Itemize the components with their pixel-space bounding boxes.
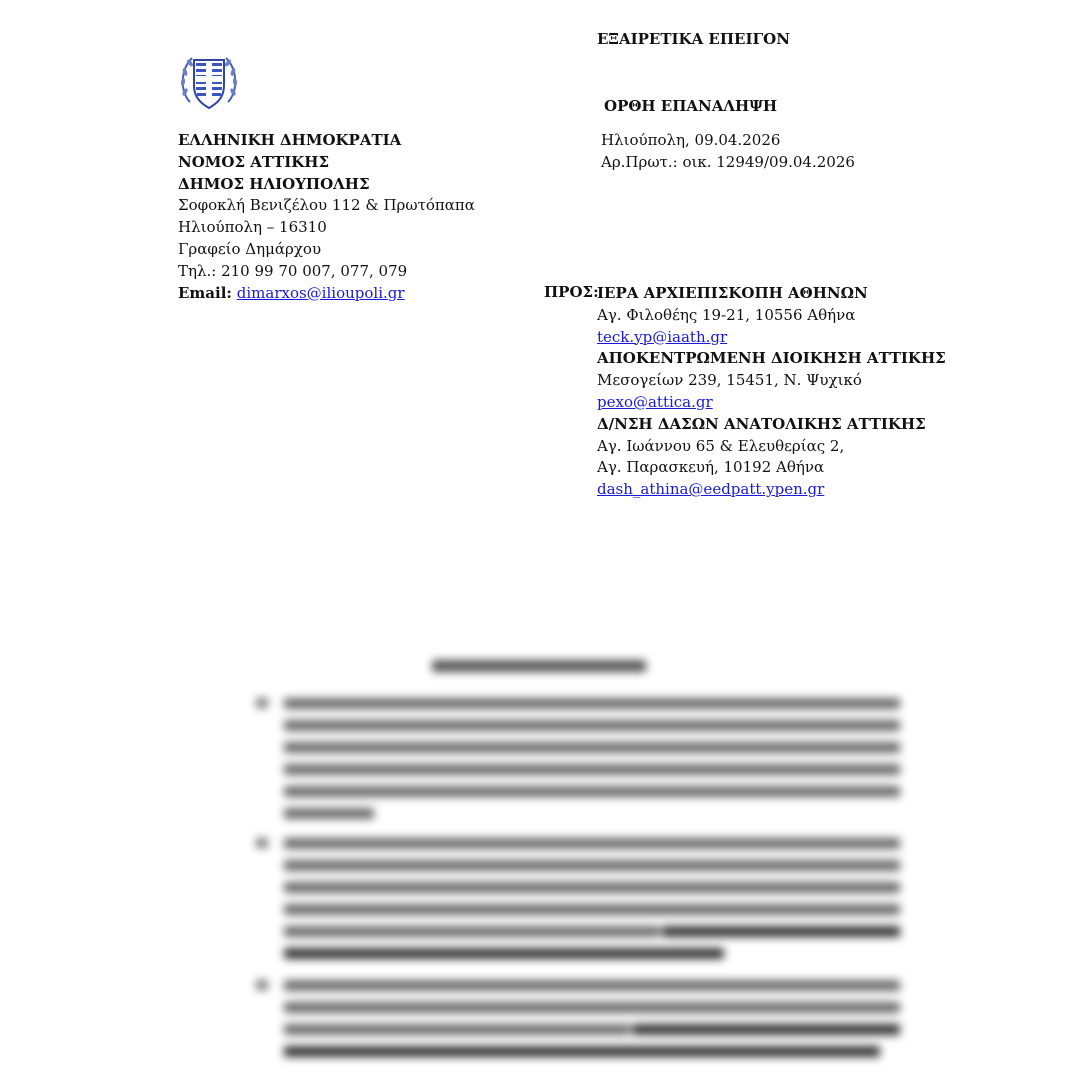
recipients-block (597, 283, 946, 501)
blurred-text-line (284, 720, 900, 731)
blurred-text-line (284, 838, 900, 849)
blurred-text-line (284, 1024, 630, 1035)
recipient-email-link[interactable]: teck.yp@iaath.gr (597, 327, 728, 346)
recipient-address: Αγ. Φιλοθέης 19-21, 10556 Αθήνα (597, 305, 856, 324)
recipient-email-link[interactable]: dash_athina@eedpatt.ypen.gr (597, 480, 825, 499)
blurred-bold-text (284, 948, 724, 959)
recipient-name: ΙΕΡΑ ΑΡΧΙΕΠΙΣΚΟΠΗ ΑΘΗΝΩΝ (597, 284, 868, 302)
blurred-list-number (256, 698, 268, 708)
blurred-text-line (284, 742, 900, 753)
blurred-heading (432, 660, 646, 672)
sender-org-line: ΕΛΛΗΝΙΚΗ ΔΗΜΟΚΡΑΤΙΑ (178, 131, 402, 149)
blurred-text-line (284, 764, 900, 775)
blurred-list-number (256, 838, 268, 848)
blurred-document-body (0, 640, 1080, 1080)
blurred-bold-text (662, 926, 900, 937)
blurred-text-line (284, 926, 660, 937)
sender-address-street: Σοφοκλή Βενιζέλου 112 & Πρωτόπαπα (178, 196, 475, 215)
sender-phone: Τηλ.: 210 99 70 007, 077, 079 (178, 261, 408, 280)
blurred-bold-text (632, 1024, 900, 1035)
protocol-number: Αρ.Πρωτ.: οικ. 12949/09.04.2026 (601, 152, 855, 171)
blurred-text-line (284, 698, 900, 709)
sender-block (178, 130, 475, 304)
greek-coat-of-arms-icon (176, 48, 242, 114)
blurred-bold-text (284, 1046, 880, 1057)
blurred-text-line (284, 808, 374, 819)
recipient-name: ΑΠΟΚΕΝΤΡΩΜΕΝΗ ΔΙΟΙΚΗΣΗ ΑΤΤΙΚΗΣ (597, 349, 946, 368)
blurred-text-line (284, 904, 900, 915)
urgency-label: ΕΞΑΙΡΕΤΙΚΑ ΕΠΕΙΓΟΝ (597, 30, 790, 48)
blurred-text-line (284, 980, 900, 991)
sender-address-city: Ηλιούπολη – 16310 (178, 218, 327, 237)
blurred-text-line (284, 860, 900, 871)
blurred-text-line (284, 786, 900, 797)
recipient-address: Αγ. Παρασκευή, 10192 Αθήνα (597, 458, 825, 477)
blurred-list-number (256, 980, 268, 990)
sender-email-label: Email: (178, 283, 232, 302)
place-date: Ηλιούπολη, 09.04.2026 (601, 131, 781, 149)
correction-label: ΟΡΘΗ ΕΠΑΝΑΛΗΨΗ (604, 97, 778, 115)
sender-prefecture-line: ΝΟΜΟΣ ΑΤΤΙΚΗΣ (178, 152, 330, 171)
blurred-text-line (284, 882, 900, 893)
sender-office: Γραφείο Δημάρχου (178, 239, 322, 258)
recipient-name: Δ/ΝΣΗ ΔΑΣΩΝ ΑΝΑΤΟΛΙΚΗΣ ΑΤΤΙΚΗΣ (597, 414, 926, 433)
recipient-address: Μεσογείων 239, 15451, Ν. Ψυχικό (597, 371, 862, 390)
sender-email-link[interactable]: dimarxos@ilioupoli.gr (236, 283, 405, 302)
recipients-label: ΠΡΟΣ: (544, 283, 599, 301)
blurred-text-line (284, 1002, 900, 1013)
document-meta (601, 130, 855, 174)
recipient-address: Αγ. Ιωάννου 65 & Ελευθερίας 2, (597, 436, 845, 455)
recipient-email-link[interactable]: pexo@attica.gr (597, 392, 713, 411)
sender-email-line (178, 283, 475, 305)
sender-municipality-line: ΔΗΜΟΣ ΗΛΙΟΥΠΟΛΗΣ (178, 174, 370, 193)
